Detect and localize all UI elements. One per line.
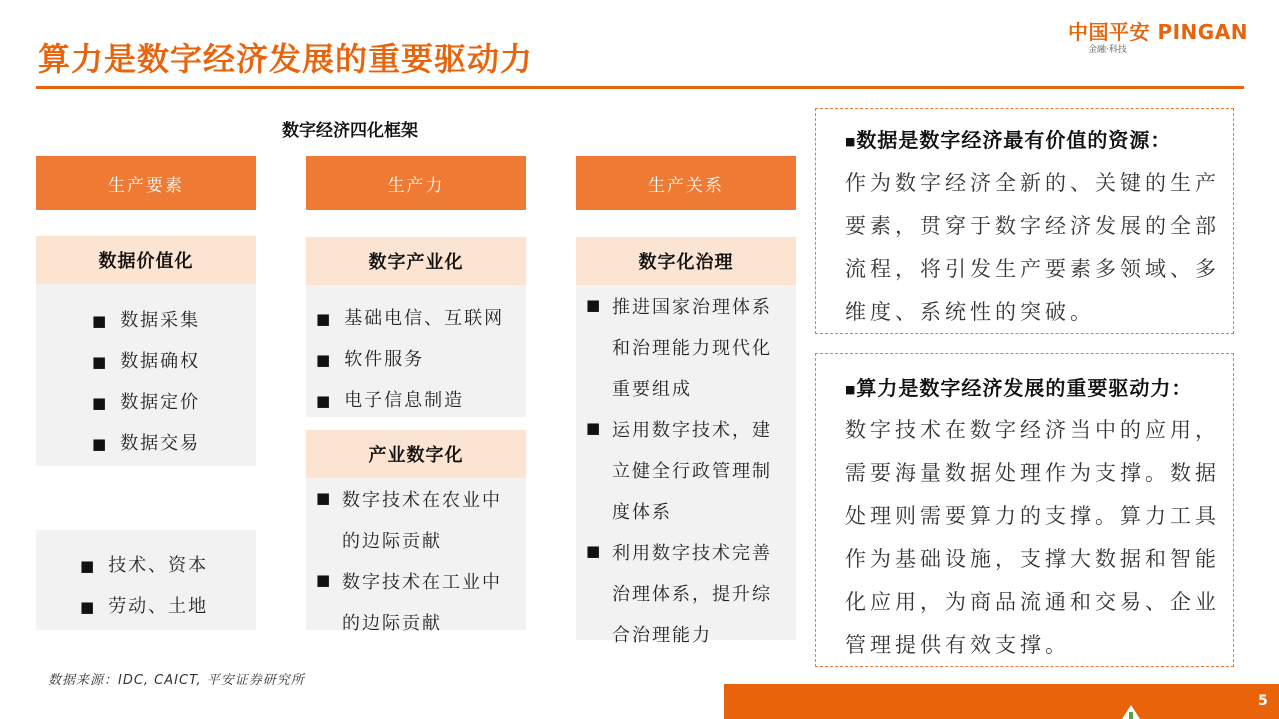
square-bullet-icon: ■ — [845, 383, 857, 396]
section-title-industrial-digitization: 产业数字化 — [306, 430, 526, 478]
square-bullet-icon: ■ — [586, 296, 601, 314]
list-item-line: 运用数字技术，建 — [612, 420, 772, 441]
square-bullet-icon: ■ — [316, 571, 331, 589]
list-item-line: 和治理能力现代化 — [612, 338, 772, 359]
callout-text-line: 要素，贯穿于数字经济发展的全部 — [845, 214, 1220, 238]
building-icon — [1121, 704, 1141, 719]
footer-bar — [724, 684, 1279, 719]
list-item-line: 的边际贡献 — [342, 613, 442, 634]
list-item-line: 利用数字技术完善 — [612, 543, 772, 564]
list-item-line: 治理体系，提升综 — [612, 584, 772, 605]
list-item-line: 推进国家治理体系 — [612, 297, 772, 318]
square-bullet-icon: ■ — [586, 419, 601, 437]
list-item: ■ 技术、资本 — [80, 555, 209, 576]
list-item: ■ 数据确权 — [92, 351, 201, 372]
column-header-relations: 生产关系 — [576, 156, 796, 210]
square-bullet-icon: ■ — [80, 557, 97, 575]
list-item: ■ 基础电信、互联网 — [316, 308, 505, 329]
title-divider — [36, 86, 1244, 89]
square-bullet-icon: ■ — [92, 394, 109, 412]
digital-industrialization-list-box — [306, 285, 526, 417]
list-item-line: 度体系 — [612, 502, 672, 523]
column-header-factors: 生产要素 — [36, 156, 256, 210]
list-item-line: 的边际贡献 — [342, 531, 442, 552]
digital-governance-list-box — [576, 285, 796, 646]
section-title-digital-industrialization: 数字产业化 — [306, 237, 526, 285]
square-bullet-icon: ■ — [92, 353, 109, 371]
logo-wordmark: 中国平安 PINGAN — [1068, 20, 1248, 44]
data-source-note: 数据来源：IDC, CAICT, 平安证券研究所 — [48, 673, 305, 688]
callout-text-line: 数字技术在数字经济当中的应用， — [845, 418, 1220, 442]
list-item-line: 数字技术在工业中 — [342, 572, 502, 593]
square-bullet-icon: ■ — [92, 435, 109, 453]
page-title: 算力是数字经济发展的重要驱动力 — [38, 40, 534, 78]
square-bullet-icon: ■ — [316, 489, 331, 507]
list-item-line: 重要组成 — [612, 379, 692, 400]
data-valorization-list-box — [36, 284, 256, 466]
list-item: ■ 软件服务 — [316, 349, 425, 370]
callout-heading: ■算力是数字经济发展的重要驱动力： — [845, 376, 1193, 400]
callout-text-line: 管理提供有效支撑。 — [845, 633, 1070, 657]
industrial-digitization-list-box — [306, 478, 526, 634]
list-item: ■ 数据采集 — [92, 310, 201, 331]
callout-text-line: 流程，将引发生产要素多领域、多 — [845, 257, 1220, 281]
callout-text-line: 作为数字经济全新的、关键的生产 — [845, 171, 1220, 195]
list-item: ■ 数据定价 — [92, 392, 201, 413]
list-item: ■ 数据交易 — [92, 433, 201, 454]
square-bullet-icon: ■ — [316, 392, 333, 410]
column-header-productivity: 生产力 — [306, 156, 526, 210]
square-bullet-icon: ■ — [586, 542, 601, 560]
callout-heading: ■数据是数字经济最有价值的资源： — [845, 128, 1172, 152]
list-item-line: 立健全行政管理制 — [612, 461, 772, 482]
section-title-data-valorization: 数据价值化 — [36, 236, 256, 284]
section-title-digital-governance: 数字化治理 — [576, 237, 796, 285]
framework-title: 数字经济四化框架 — [282, 121, 418, 141]
pingan-logo — [1068, 16, 1268, 55]
square-bullet-icon: ■ — [92, 312, 109, 330]
list-item-line: 数字技术在农业中 — [342, 490, 502, 511]
callout-text-line: 需要海量数据处理作为支撑。数据 — [845, 461, 1220, 485]
square-bullet-icon: ■ — [316, 310, 333, 328]
square-bullet-icon: ■ — [845, 135, 857, 148]
page-number: 5 — [1258, 693, 1268, 709]
square-bullet-icon: ■ — [80, 598, 97, 616]
square-bullet-icon: ■ — [316, 351, 333, 369]
callout-text-line: 维度、系统性的突破。 — [845, 300, 1095, 324]
list-item: ■ 劳动、土地 — [80, 596, 209, 617]
list-item-line: 合治理能力 — [612, 625, 712, 646]
logo-tagline: 金融·科技 — [1088, 45, 1127, 55]
list-item: ■ 电子信息制造 — [316, 390, 465, 411]
traditional-factors-box — [36, 530, 256, 630]
callout-text-line: 处理则需要算力的支撑。算力工具 — [845, 504, 1220, 528]
callout-text-line: 化应用，为商品流通和交易、企业 — [845, 590, 1220, 614]
callout-text-line: 作为基础设施，支撑大数据和智能 — [845, 547, 1220, 571]
